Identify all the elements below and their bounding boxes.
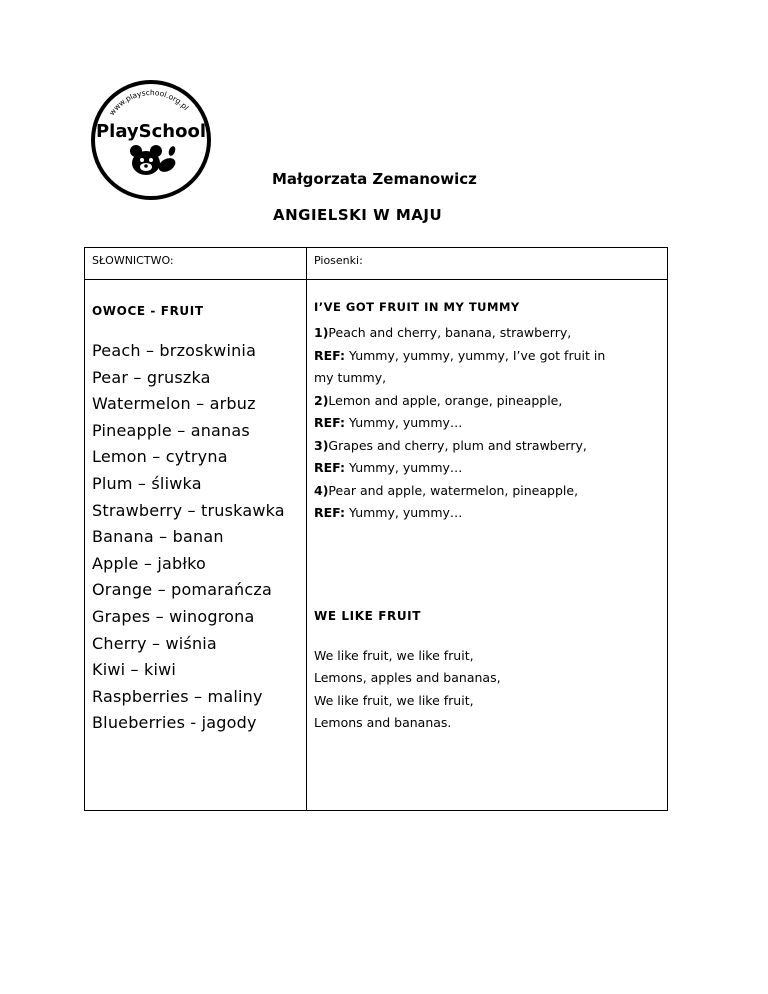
verse-text: Yummy, yummy… [345, 505, 463, 520]
vocabulary-cell [85, 280, 307, 811]
vocab-item: Apple – jabłko [92, 553, 206, 573]
vocab-item: Lemon – cytryna [92, 447, 228, 467]
vocab-item: Strawberry – truskawka [92, 500, 285, 520]
song-line [314, 435, 667, 458]
vocab-item: Plum – śliwka [92, 473, 202, 493]
verse-text: Pear and apple, watermelon, pineapple, [328, 482, 579, 498]
song-line [314, 322, 667, 345]
vocab-item: Pear – gruszka [92, 367, 211, 387]
songs-header-cell [307, 248, 668, 280]
song-line [314, 480, 667, 503]
vocab-item: Blueberries - jagody [92, 713, 257, 733]
author-name: Małgorzata Zemanowicz [272, 170, 477, 188]
vocab-item: Pineapple – ananas [92, 420, 250, 440]
content-table [84, 247, 668, 811]
document-title: ANGIELSKI W MAJU [273, 206, 443, 224]
song-line [314, 457, 667, 480]
verse-text: Yummy, yummy, yummy, I’ve got fruit in [345, 347, 606, 363]
vocab-item: Cherry – wiśnia [92, 633, 217, 653]
vocab-item: Grapes – winogrona [92, 606, 255, 626]
song1-lyrics [314, 322, 667, 525]
verse-text: Yummy, yummy… [345, 415, 463, 430]
verse-label: 4) [314, 482, 329, 498]
verse-text: my tummy, [314, 370, 387, 385]
vocab-item: Peach – brzoskwinia [92, 341, 257, 360]
verse-text: Peach and cherry, banana, strawberry, [328, 325, 572, 340]
song2-title: WE LIKE FRUIT [314, 608, 422, 623]
verse-label: REF: [314, 415, 346, 430]
verse-label: REF: [314, 347, 346, 363]
song-line [314, 502, 667, 525]
vocab-item: Orange – pomarańcza [92, 580, 272, 600]
verse-label: 1) [314, 325, 329, 340]
playschool-logo [90, 79, 212, 201]
verse-text: Lemon and apple, orange, pineapple, [328, 392, 563, 408]
song1-title: I’VE GOT FRUIT IN MY TUMMY [314, 300, 520, 314]
vocabulary-list [92, 338, 306, 737]
vocab-item: Raspberries – maliny [92, 686, 263, 706]
verse-label: REF: [314, 460, 346, 475]
song2-lyrics [314, 645, 667, 735]
song-line: Lemons, apples and bananas, [314, 670, 501, 685]
verse-label: REF: [314, 505, 346, 520]
vocabulary-header-cell [85, 248, 307, 280]
fruit-section-title: OWOCE - FRUIT [92, 304, 204, 318]
song-line [314, 367, 667, 390]
vocab-item: Kiwi – kiwi [92, 660, 177, 680]
songs-cell [307, 280, 668, 811]
vocab-item: Banana – banan [92, 527, 224, 547]
verse-label: 3) [314, 437, 329, 453]
song-line [314, 390, 667, 413]
verse-text: Yummy, yummy… [345, 460, 463, 475]
song-line: We like fruit, we like fruit, [314, 647, 474, 663]
song-line [314, 345, 667, 368]
verse-label: 2) [314, 392, 329, 408]
vocabulary-header: SŁOWNICTWO: [92, 254, 174, 267]
logo-ring-text: www.playschool.org.pl [107, 87, 191, 118]
song-line [314, 412, 667, 435]
verse-text: Grapes and cherry, plum and strawberry, [328, 437, 587, 453]
song-line: We like fruit, we like fruit, [314, 692, 474, 708]
logo-name: PlaySchool [95, 121, 207, 142]
song-line: Lemons and bananas. [314, 715, 452, 730]
vocab-item: Watermelon – arbuz [92, 394, 256, 414]
songs-header: Piosenki: [314, 254, 363, 267]
